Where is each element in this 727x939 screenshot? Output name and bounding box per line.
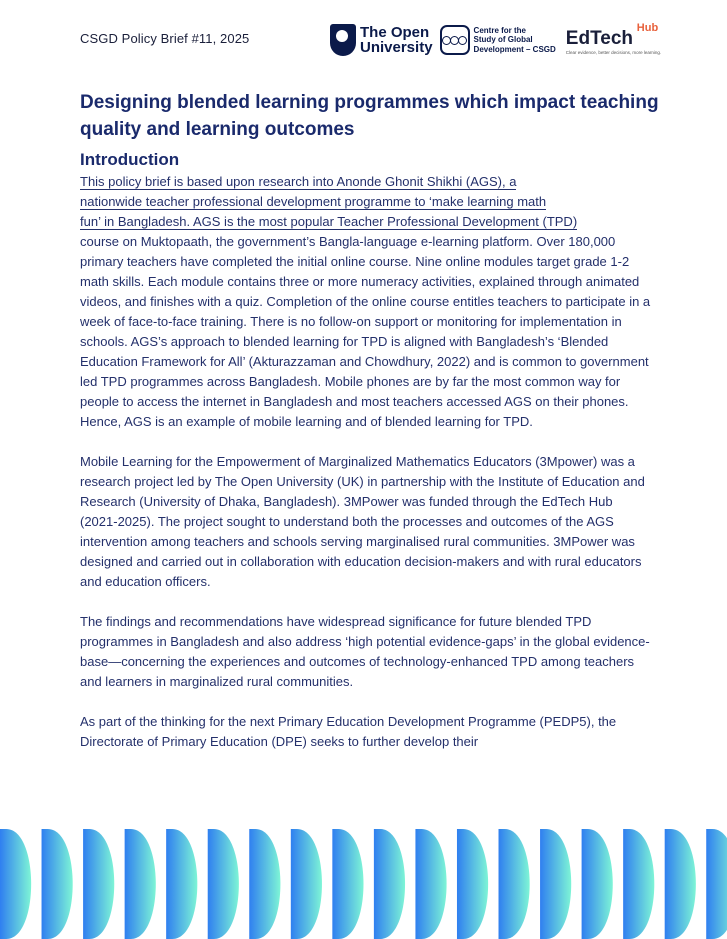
intro-link-line[interactable]: fun’ in Bangladesh. AGS is the most popular Teacher Professional Development (TPD): [80, 214, 578, 229]
csgd-logo: [440, 25, 556, 55]
edtech-logo-hub: Hub: [636, 22, 659, 34]
body-paragraph-findings: The findings and recommendations have widespread significance for future blended TPD programmes in Bangladesh and also address ‘high potential evidence-gaps’ in the global evidence-base—concerning the experiences and outcomes of technology-enhanced TPD among teachers and learners in marginalized rural communities.: [80, 614, 650, 689]
wave-segment: [374, 829, 405, 939]
open-university-shield-icon: [330, 24, 356, 56]
ou-logo-line1: The Open: [360, 24, 430, 41]
csgd-logo-line3: Development – CSGD: [473, 44, 556, 54]
wave-segment: [125, 829, 156, 939]
partner-logos: [330, 20, 664, 60]
body-text: [80, 172, 652, 772]
wave-segment: [457, 829, 488, 939]
wave-segment: [208, 829, 239, 939]
edtech-logo-word: EdTech: [565, 28, 634, 49]
intro-link-line[interactable]: This policy brief is based upon research into Anonde Ghonit Shikhi (AGS), a: [80, 174, 517, 189]
wave-segment: [415, 829, 446, 939]
wave-segment: [291, 829, 322, 939]
intro-paragraph-rest: course on Muktopaath, the government’s Bangla-language e-learning platform. Over 180,000 primary teachers have completed the initial online course. Nine online modules target grade 1-2 math skills. Each module contains three or more numeracy activities, explained through animated videos, and finishes with a quiz. Completion of the online course entitles teachers to participate in a week of face-to-face training. There is no follow-on support or monitoring for implementation in schools. AGS’s approach to blended learning for TPD is aligned with Bangladesh’s ‘Blended Education Framework for All’ (Akturazzaman and Chowdhury, 2022) and is common to government led TPD programmes across Bangladesh. Mobile phones are by far the most common way for people to access the internet in Bangladesh and most teachers accessed AGS on their phones. Hence, AGS is an example of mobile learning and of blended learning for TPD.: [80, 234, 651, 429]
open-university-logo: [330, 24, 433, 56]
wave-segment: [623, 829, 654, 939]
body-paragraph-pedp5: As part of the thinking for the next Primary Education Development Programme (PEDP5), the Directorate of Primary Education (DPE) seeks to further develop their: [80, 714, 617, 749]
csgd-rings-icon: [440, 25, 470, 55]
wave-segment: [249, 829, 280, 939]
wave-segment: [166, 829, 197, 939]
wave-segment: [582, 829, 613, 939]
section-heading: Introduction: [80, 150, 180, 169]
csgd-logo-line1: Centre for the: [473, 25, 526, 35]
ou-logo-line2: University: [360, 39, 433, 56]
edtech-hub-logo: [566, 22, 664, 58]
intro-paragraph: [80, 172, 652, 432]
body-paragraph-3mpower: Mobile Learning for the Empowerment of Marginalized Mathematics Educators (3Mpower) was a research project led by The Open University (UK) in partnership with the Institute of Education and Research (University of Dhaka, Bangladesh). 3MPower was funded through the EdTech Hub (2021-2025). The project sought to understand both the processes and outcomes of the AGS intervention among teachers and schools serving marginalised rural communities. 3MPower was designed and carried out in collaboration with education decision-makers and with rural educators and education officers.: [80, 454, 645, 589]
wave-segment: [499, 829, 530, 939]
wave-segment: [540, 829, 571, 939]
wave-segment: [83, 829, 114, 939]
csgd-logo-line2: Study of Global: [473, 35, 533, 45]
decorative-wave-band: [0, 829, 727, 939]
wave-segment: [665, 829, 696, 939]
wave-segment: [0, 829, 31, 939]
brief-label: CSGD Policy Brief #11, 2025: [80, 31, 250, 46]
edtech-logo-tagline: Clear evidence, better decisions, more learning.: [565, 50, 662, 55]
wave-segment: [42, 829, 73, 939]
wave-segment: [706, 829, 727, 939]
wave-segment: [332, 829, 363, 939]
intro-link-line[interactable]: nationwide teacher professional development programme to ‘make learning math: [80, 194, 547, 209]
page-title: Designing blended learning programmes which impact teaching quality and learning outcomes: [80, 92, 659, 140]
